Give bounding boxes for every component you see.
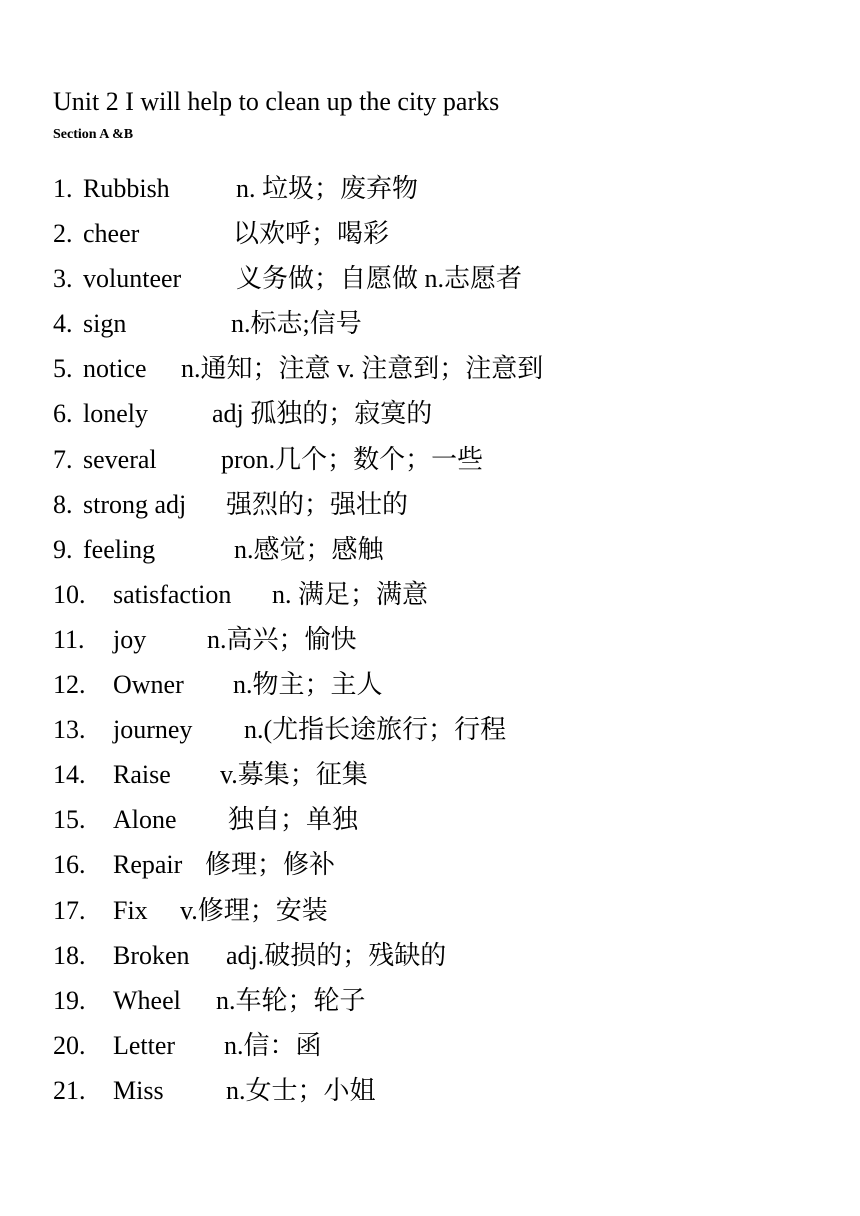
- vocab-definition: n.女士；小姐: [226, 1075, 376, 1105]
- vocab-word: sign: [83, 309, 127, 339]
- vocab-definition: 强烈的；强壮的: [226, 489, 409, 519]
- vocab-word: Miss: [113, 1075, 164, 1105]
- item-number: 18.: [53, 940, 86, 970]
- item-number: 1.: [53, 174, 73, 203]
- item-number: 16.: [53, 850, 86, 880]
- vocab-word: cheer: [83, 219, 140, 249]
- vocab-item: [53, 803, 843, 848]
- item-number: 11.: [53, 624, 85, 654]
- item-number: 10.: [53, 579, 86, 609]
- vocab-definition: n.通知；注意 v. 注意到；注意到: [181, 354, 544, 384]
- vocab-item: [53, 578, 843, 623]
- vocab-item: [53, 217, 843, 262]
- vocab-item: [53, 758, 843, 803]
- vocab-word: Rubbish: [83, 174, 170, 203]
- vocab-word: notice: [83, 354, 147, 384]
- vocab-word: Wheel: [113, 985, 181, 1015]
- vocab-word: satisfaction: [113, 579, 232, 609]
- vocab-definition: n.物主；主人: [233, 670, 383, 700]
- vocab-word: Broken: [113, 940, 190, 970]
- vocab-definition: adj.破损的；残缺的: [226, 940, 447, 970]
- item-number: 4.: [53, 309, 73, 339]
- vocab-word: several: [83, 444, 157, 474]
- vocab-definition: pron.几个；数个；一些: [221, 444, 484, 474]
- vocab-word: feeling: [83, 534, 156, 564]
- vocab-definition: n.高兴；愉快: [207, 624, 357, 654]
- vocab-definition: 独自；单独: [228, 805, 359, 835]
- item-number: 19.: [53, 985, 86, 1015]
- vocab-definition: n.感觉；感触: [234, 534, 384, 564]
- vocab-item: [53, 668, 843, 713]
- vocab-item: [53, 533, 843, 578]
- vocab-item: [53, 352, 843, 397]
- vocab-item: [53, 307, 843, 352]
- vocab-item: [53, 848, 843, 893]
- page-title: Unit 2 I will help to clean up the city parks: [53, 87, 500, 116]
- vocab-definition: n. 满足；满意: [272, 579, 429, 609]
- vocab-item: [53, 713, 843, 758]
- vocab-item: [53, 1074, 843, 1119]
- vocab-item: [53, 939, 843, 984]
- item-number: 15.: [53, 805, 86, 835]
- item-number: 3.: [53, 264, 73, 294]
- vocab-definition: n.信：函: [224, 1030, 322, 1060]
- vocab-item: [53, 623, 843, 668]
- vocab-item: [53, 172, 843, 217]
- vocab-definition: adj 孤独的；寂寞的: [212, 399, 433, 429]
- item-number: 17.: [53, 895, 86, 925]
- vocab-word: journey: [113, 715, 193, 745]
- item-number: 20.: [53, 1030, 86, 1060]
- vocab-word: lonely: [83, 399, 148, 429]
- item-number: 12.: [53, 670, 86, 700]
- vocabulary-list: [53, 172, 843, 1119]
- vocab-word: strong adj: [83, 489, 187, 519]
- vocab-definition: n.(尤指长途旅行；行程: [244, 715, 507, 745]
- vocab-word: joy: [113, 624, 147, 654]
- vocab-item: [53, 397, 843, 442]
- vocab-word: Raise: [113, 760, 171, 790]
- vocab-definition: 以欢呼；喝彩: [233, 219, 390, 249]
- item-number: 21.: [53, 1075, 86, 1105]
- vocab-definition: v.募集；征集: [220, 760, 368, 790]
- vocab-definition: n.车轮；轮子: [216, 985, 366, 1015]
- vocab-item: [53, 262, 843, 307]
- item-number: 2.: [53, 219, 73, 249]
- item-number: 9.: [53, 534, 73, 564]
- vocab-item: [53, 488, 843, 533]
- section-subtitle: Section A &B: [53, 127, 134, 142]
- vocab-item: [53, 443, 843, 488]
- vocab-word: Fix: [113, 895, 148, 925]
- vocab-word: Owner: [113, 670, 184, 700]
- vocab-item: [53, 1029, 843, 1074]
- vocab-definition: 修理；修补: [205, 850, 336, 880]
- vocab-item: [53, 984, 843, 1029]
- vocab-word: Repair: [113, 850, 183, 880]
- item-number: 14.: [53, 760, 86, 790]
- item-number: 13.: [53, 715, 86, 745]
- vocab-definition: 义务做；自愿做 n.志愿者: [236, 264, 523, 294]
- vocab-word: volunteer: [83, 264, 182, 294]
- vocab-word: Alone: [113, 805, 177, 835]
- item-number: 6.: [53, 399, 73, 429]
- vocab-definition: n.标志;信号: [231, 309, 362, 339]
- vocab-word: Letter: [113, 1030, 176, 1060]
- vocab-definition: v.修理；安装: [180, 895, 328, 925]
- vocab-item: [53, 894, 843, 939]
- item-number: 7.: [53, 444, 73, 474]
- vocab-definition: n. 垃圾；废弃物: [236, 174, 419, 203]
- item-number: 8.: [53, 489, 73, 519]
- item-number: 5.: [53, 354, 73, 384]
